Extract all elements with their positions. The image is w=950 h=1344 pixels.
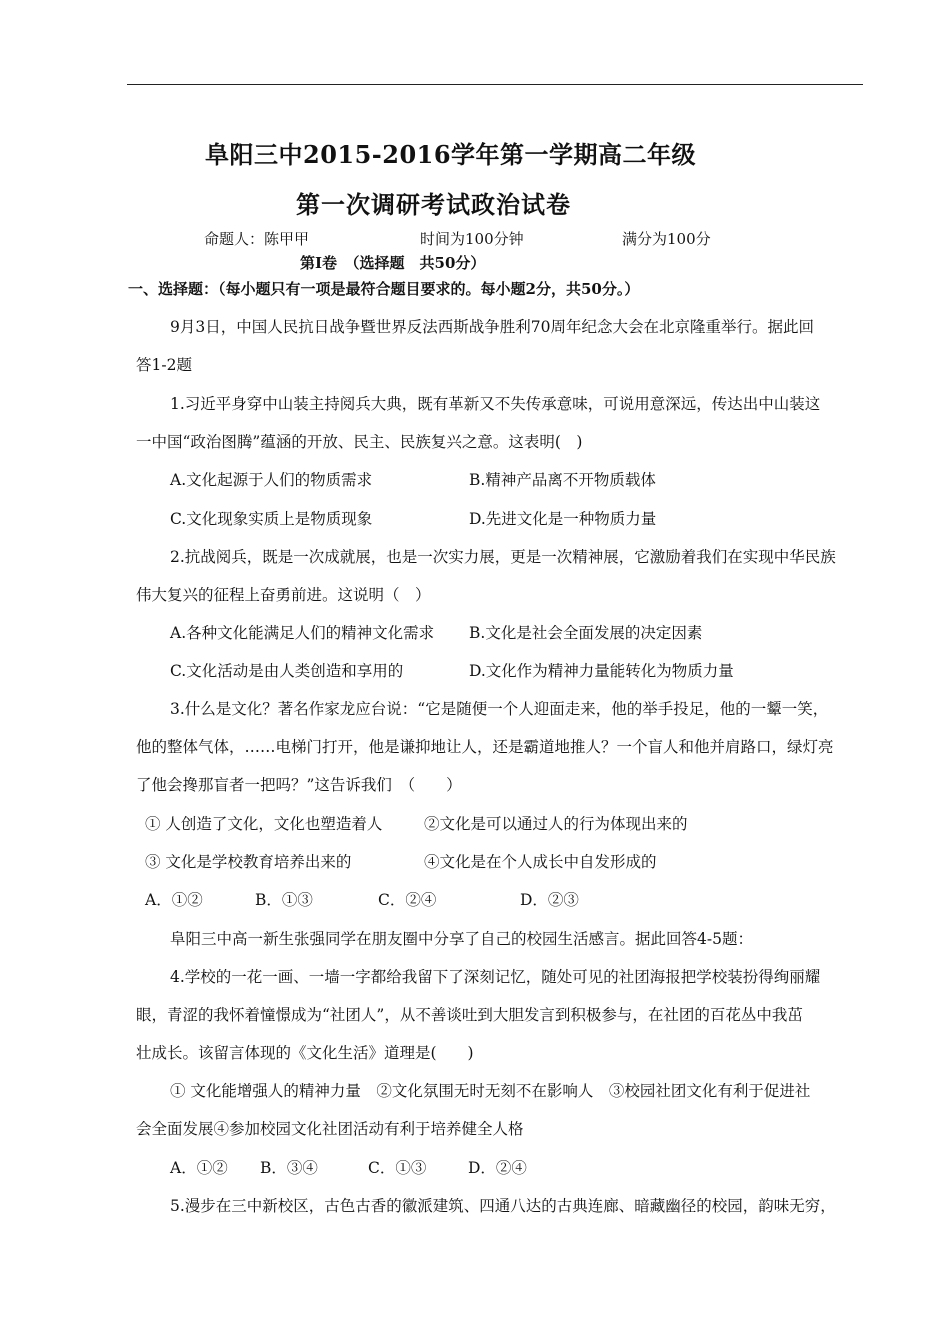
q3-option-a: A．①② <box>145 891 203 909</box>
q3-option-b: B．①③ <box>255 891 313 909</box>
q2-option-c: C.文化活动是由人类创造和享用的 <box>170 662 404 680</box>
volume-heading: 第Ⅰ卷 （选择题 共50分） <box>300 254 486 272</box>
question-2-text: 2.抗战阅兵，既是一次成就展，也是一次实力展，更是一次精神展，它激励着我们在实现中华民族 <box>170 548 836 566</box>
author-label: 命题人：陈甲甲 <box>204 230 310 248</box>
q3-option-d: D．②③ <box>520 891 579 909</box>
q2-option-a: A.各种文化能满足人们的精神文化需求 <box>170 624 435 642</box>
passage-line: 阜阳三中高一新生张强同学在朋友圈中分享了自己的校园生活感言。据此回答4-5题： <box>170 930 753 948</box>
q2-option-b: B.文化是社会全面发展的决定因素 <box>469 624 703 642</box>
time-label: 时间为100分钟 <box>420 230 524 248</box>
q3-statement-1: ① 人创造了文化，文化也塑造着人 <box>145 815 383 833</box>
header-rule <box>127 84 863 85</box>
question-2-text: 伟大复兴的征程上奋勇前进。这说明（ ） <box>136 586 431 604</box>
q4-statements: ① 文化能增强人的精神力量 ②文化氛围无时无刻不在影响人 ③校园社团文化有利于促进社 <box>170 1082 811 1100</box>
q4-option-b: B．③④ <box>260 1159 318 1177</box>
q3-statement-2: ②文化是可以通过人的行为体现出来的 <box>424 815 688 833</box>
passage-line: 答1-2题 <box>136 356 192 374</box>
section-heading: 一、选择题：（每小题只有一项是最符合题目要求的。每小题2分，共50分。） <box>128 280 640 298</box>
question-4-text: 眼，青涩的我怀着憧憬成为“社团人”，从不善谈吐到大胆发言到积极参与，在社团的百花丛中我茁 <box>136 1006 803 1024</box>
q3-statement-4: ④文化是在个人成长中自发形成的 <box>424 853 657 871</box>
passage-line: 9月3日，中国人民抗日战争暨世界反法西斯战争胜利70周年纪念大会在北京隆重举行。据此回 <box>170 318 814 336</box>
q4-option-d: D．②④ <box>468 1159 527 1177</box>
q1-option-b: B.精神产品离不开物质载体 <box>469 471 656 489</box>
q1-option-c: C.文化现象实质上是物质现象 <box>170 510 373 528</box>
q3-option-c: C．②④ <box>378 891 437 909</box>
q4-option-c: C．①③ <box>368 1159 427 1177</box>
q2-option-d: D.文化作为精神力量能转化为物质力量 <box>469 662 734 680</box>
question-5-text: 5.漫步在三中新校区，古色古香的徽派建筑、四通八达的古典连廊、暗藏幽径的校园，韵味无穷， <box>170 1197 836 1215</box>
question-4-text: 4.学校的一花一画、一墙一字都给我留下了深刻记忆，随处可见的社团海报把学校装扮得绚丽耀 <box>170 968 821 986</box>
q4-option-a: A．①② <box>170 1159 228 1177</box>
score-label: 满分为100分 <box>622 230 711 248</box>
question-1-text: 一中国“政治图腾”蕴涵的开放、民主、民族复兴之意。这表明( ) <box>136 433 583 451</box>
q4-statements: 会全面发展④参加校园文化社团活动有利于培养健全人格 <box>136 1120 524 1138</box>
exam-title-line2: 第一次调研考试政治试卷 <box>296 190 571 219</box>
question-3-text: 了他会搀那盲者一把吗？”这告诉我们 （ ） <box>136 776 462 794</box>
q1-option-a: A.文化起源于人们的物质需求 <box>170 471 373 489</box>
exam-title-line1: 阜阳三中2015-2016学年第一学期高二年级 <box>205 140 697 169</box>
question-4-text: 壮成长。该留言体现的《文化生活》道理是( ) <box>136 1044 474 1062</box>
q3-statement-3: ③ 文化是学校教育培养出来的 <box>145 853 352 871</box>
question-1-text: 1.习近平身穿中山装主持阅兵大典，既有革新又不失传承意味，可说用意深远，传达出中山装这 <box>170 395 821 413</box>
q1-option-d: D.先进文化是一种物质力量 <box>469 510 657 528</box>
question-3-text: 他的整体气体，……电梯门打开，他是谦抑地让人，还是霸道地推人？一个盲人和他并肩路口，绿灯亮 <box>136 738 834 756</box>
question-3-text: 3.什么是文化？著名作家龙应台说：“它是随便一个人迎面走来，他的举手投足，他的一颦一笑， <box>170 700 829 718</box>
